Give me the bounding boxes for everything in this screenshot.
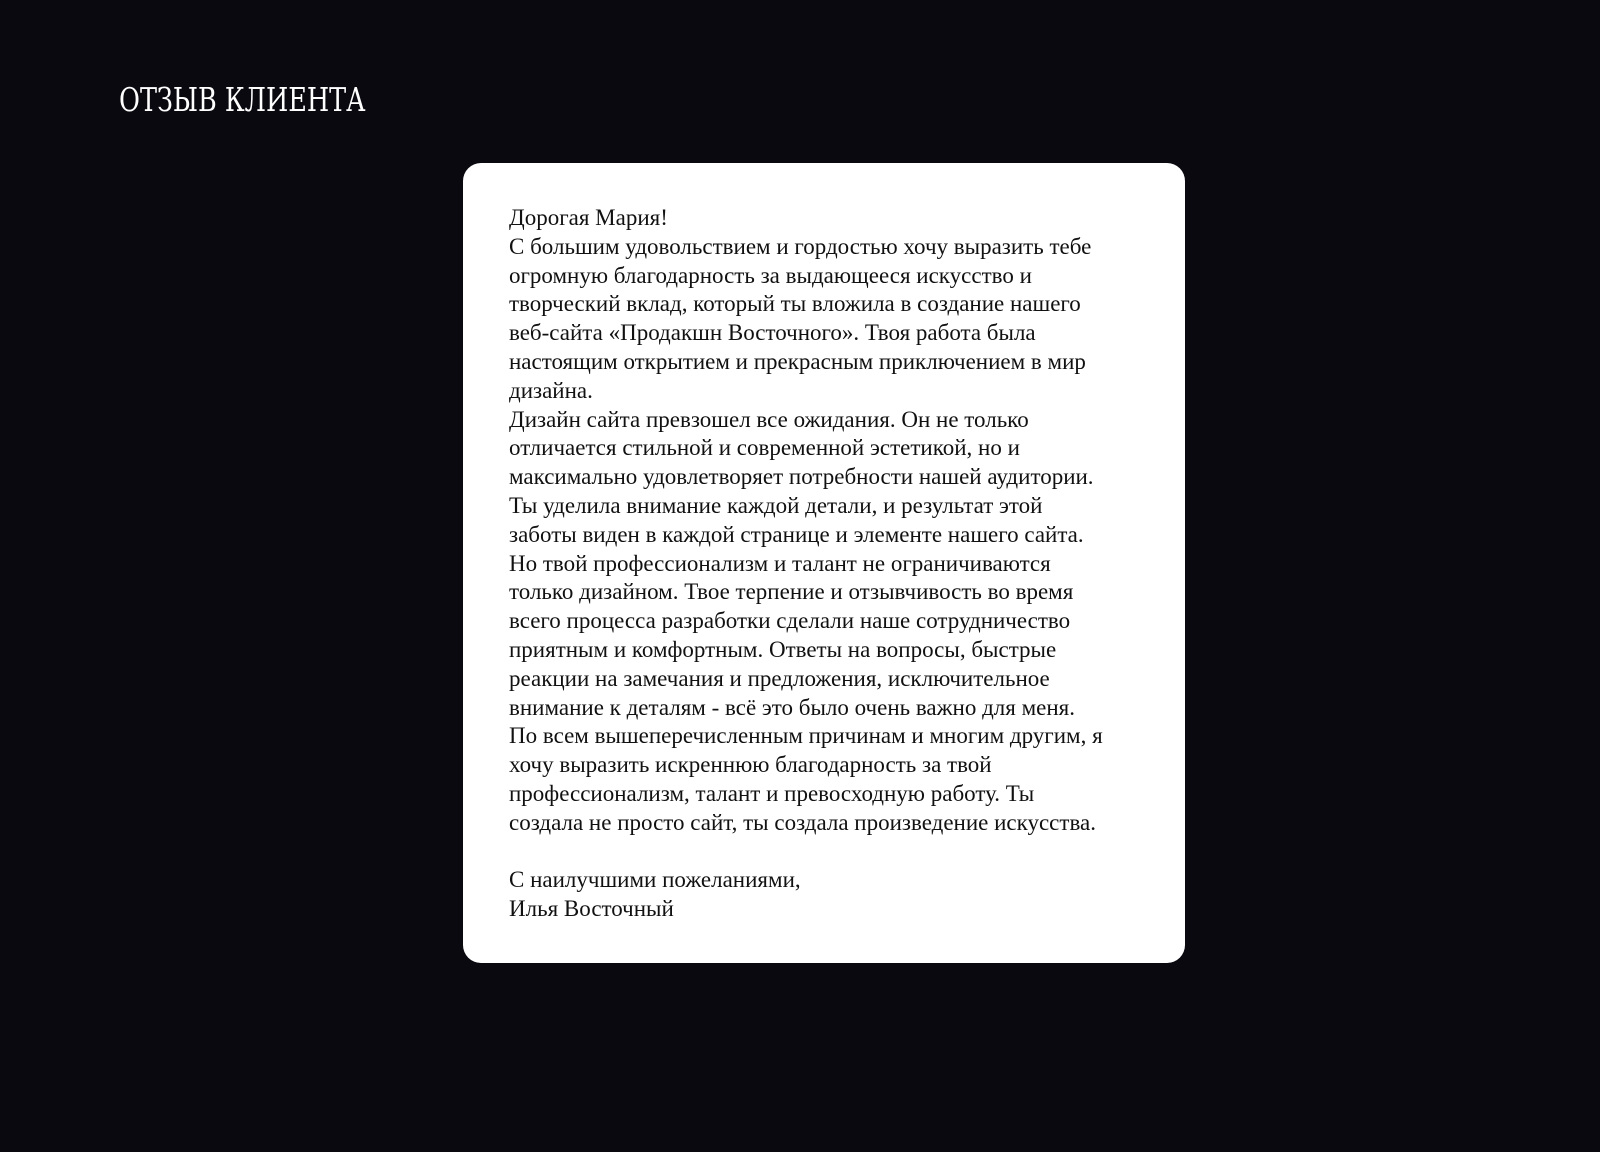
letter-greeting: Дорогая Мария! [509,205,668,230]
letter-paragraph: По всем вышеперечисленным причинам и многим другим, я хочу выразить искреннюю благодарность за твой профессионализм, талант и превосходную работу. Ты создала не просто сайт, ты создала произведение искусства. [509,723,1103,835]
letter-paragraph: Дизайн сайта превзошел все ожидания. Он не только отличается стильной и современной эстетикой, но и максимально удовлетворяет потребности нашей аудитории. Ты уделила внимание каждой детали, и результат этой заботы виден в каждой странице и элементе нашего сайта. [509,406,1094,547]
testimonial-card [463,163,1185,963]
letter-paragraph: С большим удовольствием и гордостью хочу выразить тебе огромную благодарность за выдающееся искусство и творческий вклад, который ты вложила в создание нашего веб-сайта «Продакшн Восточного». Твоя работа была настоящим открытием и прекрасным приключением в мир дизайна. [509,233,1092,403]
letter-paragraph: Но твой профессионализм и талант не ограничиваются только дизайном. Твое терпение и отзывчивость во время всего процесса разработки сделали наше сотрудничество приятным и комфортным. Ответы на вопросы, быстрые реакции на замечания и предложения, исключительное внимание к деталям - всё это было очень важно для меня. [509,550,1076,720]
page-title: ОТЗЫВ КЛИЕНТА [119,80,366,119]
letter-spacer [509,838,1145,867]
letter-body [509,204,1145,924]
letter-closing: С наилучшими пожеланиями, [509,867,801,893]
letter-signature: Илья Восточный [509,896,674,922]
